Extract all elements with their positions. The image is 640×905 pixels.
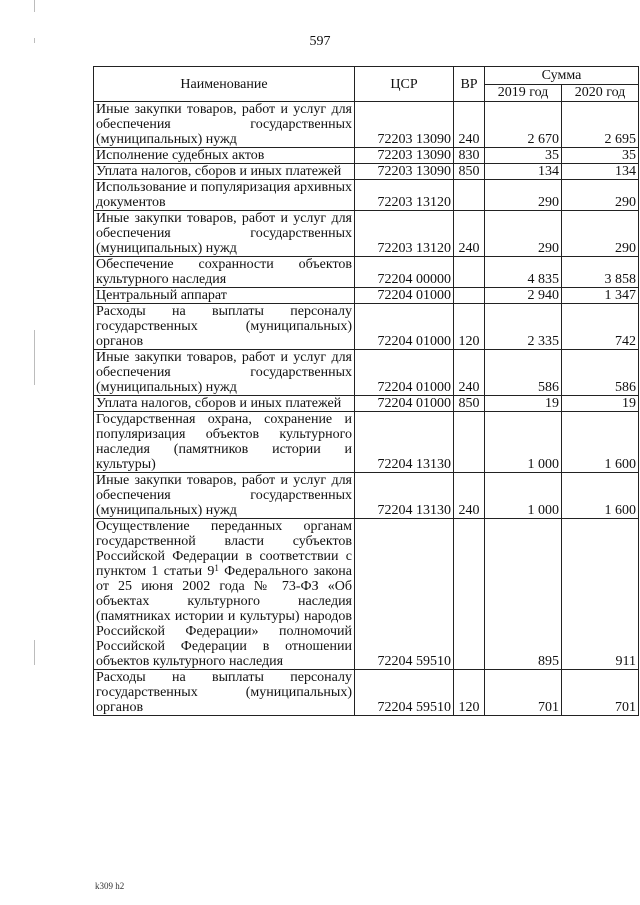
- row-2019: 19: [485, 396, 562, 412]
- row-2019: 586: [485, 350, 562, 396]
- row-name: Иные закупки товаров, работ и услуг для обеспечения государственных (муниципальных) нужд: [94, 473, 355, 519]
- row-2019: 290: [485, 180, 562, 211]
- row-2019: 35: [485, 148, 562, 164]
- table-row: [94, 288, 639, 304]
- row-name-part: Федерального закона от 25 июня 2002 года № 73-ФЗ «Об объектах культурного наследия (памятниках истории и культуры) народов Российской Федерации» полномочий Российской Федерации в отношении объектов культурного наследия: [96, 564, 353, 669]
- row-name: Уплата налогов, сборов и иных платежей: [94, 396, 355, 412]
- row-vr: [454, 412, 485, 473]
- row-2019: 701: [485, 670, 562, 716]
- row-vr: 850: [454, 164, 485, 180]
- table-row: [94, 519, 639, 670]
- row-name: Центральный аппарат: [94, 288, 355, 304]
- row-2020: 35: [562, 148, 639, 164]
- row-name: Иные закупки товаров, работ и услуг для обеспечения государственных (муниципальных) нужд: [94, 102, 355, 148]
- table-row: [94, 148, 639, 164]
- row-csr: 72204 01000: [355, 304, 454, 350]
- row-name: Расходы на выплаты персоналу государственных (муниципальных) органов: [94, 670, 355, 716]
- row-vr: 850: [454, 396, 485, 412]
- row-2019: 2 670: [485, 102, 562, 148]
- table-row: [94, 164, 639, 180]
- table-row: [94, 257, 639, 288]
- row-2020: 586: [562, 350, 639, 396]
- row-vr: 120: [454, 304, 485, 350]
- table-row: [94, 102, 639, 148]
- row-csr: 72203 13120: [355, 211, 454, 257]
- footer-code: k309 h2: [95, 881, 125, 891]
- row-name: Уплата налогов, сборов и иных платежей: [94, 164, 355, 180]
- table-row: [94, 412, 639, 473]
- margin-rule: [34, 38, 35, 43]
- row-2020: 1 347: [562, 288, 639, 304]
- superscript: 1: [214, 563, 219, 573]
- row-csr: 72203 13090: [355, 148, 454, 164]
- table-row: [94, 670, 639, 716]
- row-name: Использование и популяризация архивных документов: [94, 180, 355, 211]
- row-2020: 19: [562, 396, 639, 412]
- row-csr: 72204 01000: [355, 396, 454, 412]
- row-2020: 134: [562, 164, 639, 180]
- row-2019: 4 835: [485, 257, 562, 288]
- row-2020: 1 600: [562, 473, 639, 519]
- header-csr: ЦСР: [355, 67, 454, 102]
- row-name-part: Осуществление переданных органам государственной власти субъектов Российской Федерации в соответствии с пунктом 1 статьи 9: [96, 519, 352, 579]
- row-2019: 1 000: [485, 412, 562, 473]
- row-2019: 2 335: [485, 304, 562, 350]
- margin-rule: [34, 330, 35, 385]
- margin-rule: [34, 0, 35, 12]
- row-csr: 72203 13090: [355, 164, 454, 180]
- row-name: [94, 519, 355, 670]
- table-row: [94, 211, 639, 257]
- row-name: Иные закупки товаров, работ и услуг для обеспечения государственных (муниципальных) нужд: [94, 350, 355, 396]
- row-vr: 240: [454, 102, 485, 148]
- margin-rule: [34, 640, 35, 665]
- table-row: [94, 180, 639, 211]
- row-csr: 72204 13130: [355, 412, 454, 473]
- header-year-2020: 2020 год: [562, 84, 639, 102]
- row-csr: 72204 59510: [355, 519, 454, 670]
- row-name: Иные закупки товаров, работ и услуг для обеспечения государственных (муниципальных) нужд: [94, 211, 355, 257]
- row-name: Расходы на выплаты персоналу государственных (муниципальных) органов: [94, 304, 355, 350]
- header-name: Наименование: [94, 67, 355, 102]
- table-row: [94, 473, 639, 519]
- row-csr: 72203 13120: [355, 180, 454, 211]
- row-name: Государственная охрана, сохранение и популяризация объектов культурного наследия (памятников истории и культуры): [94, 412, 355, 473]
- row-csr: 72204 13130: [355, 473, 454, 519]
- budget-table: [93, 66, 639, 716]
- header-sum: Сумма: [485, 67, 639, 85]
- row-csr: 72204 59510: [355, 670, 454, 716]
- row-csr: 72204 01000: [355, 288, 454, 304]
- table-row: [94, 304, 639, 350]
- row-2020: 2 695: [562, 102, 639, 148]
- table-row: [94, 396, 639, 412]
- row-vr: [454, 288, 485, 304]
- row-csr: 72204 00000: [355, 257, 454, 288]
- row-vr: 240: [454, 350, 485, 396]
- row-vr: 120: [454, 670, 485, 716]
- row-name: Обеспечение сохранности объектов культурного наследия: [94, 257, 355, 288]
- row-2019: 290: [485, 211, 562, 257]
- row-2019: 2 940: [485, 288, 562, 304]
- row-2020: 1 600: [562, 412, 639, 473]
- header-year-2019: 2019 год: [485, 84, 562, 102]
- row-2020: 911: [562, 519, 639, 670]
- row-2020: 290: [562, 211, 639, 257]
- row-vr: 830: [454, 148, 485, 164]
- row-vr: [454, 180, 485, 211]
- row-2019: 895: [485, 519, 562, 670]
- row-2020: 701: [562, 670, 639, 716]
- row-csr: 72203 13090: [355, 102, 454, 148]
- row-2019: 134: [485, 164, 562, 180]
- row-2020: 290: [562, 180, 639, 211]
- row-csr: 72204 01000: [355, 350, 454, 396]
- row-2020: 742: [562, 304, 639, 350]
- row-2019: 1 000: [485, 473, 562, 519]
- row-vr: [454, 257, 485, 288]
- row-vr: 240: [454, 211, 485, 257]
- page-number: 597: [309, 34, 331, 49]
- row-2020: 3 858: [562, 257, 639, 288]
- header-vr: ВР: [454, 67, 485, 102]
- row-name: Исполнение судебных актов: [94, 148, 355, 164]
- table-row: [94, 350, 639, 396]
- row-vr: [454, 519, 485, 670]
- row-vr: 240: [454, 473, 485, 519]
